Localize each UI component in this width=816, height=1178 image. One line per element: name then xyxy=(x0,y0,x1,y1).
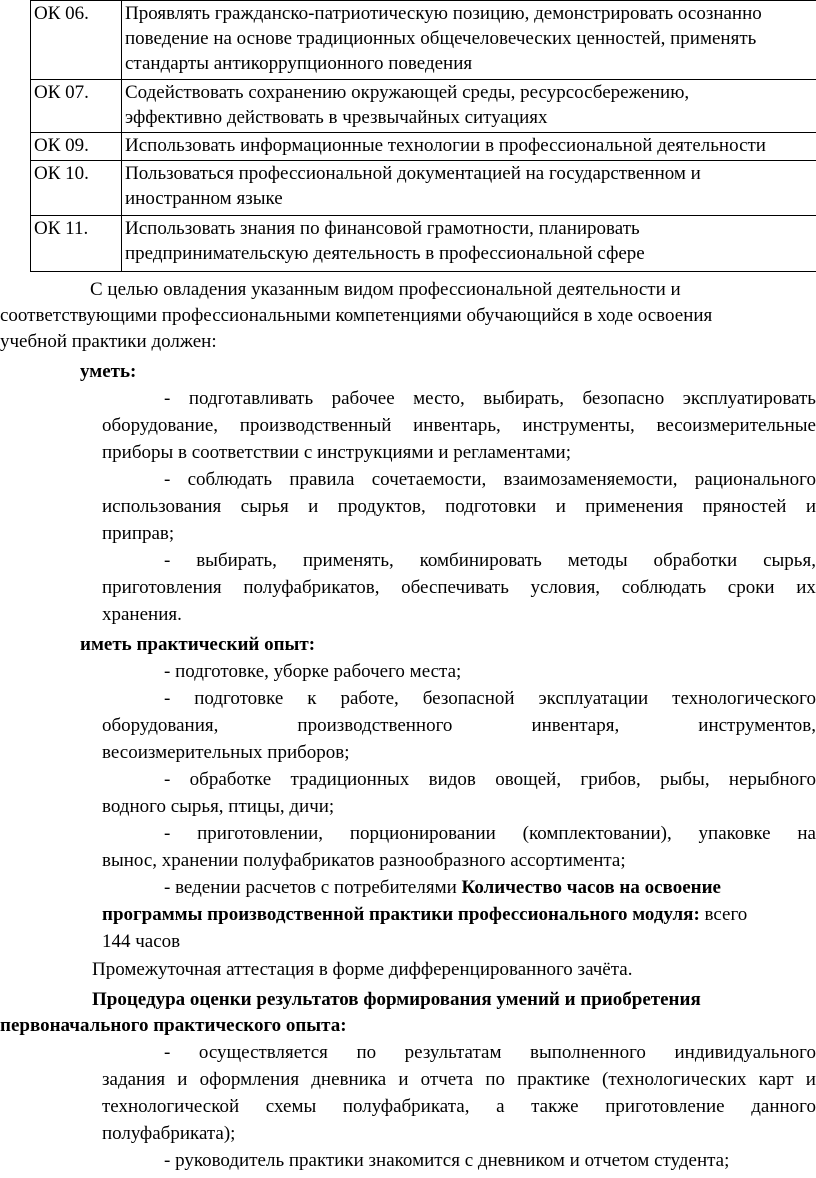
text-line: оборудования, производственного инвентаря, инструментов, xyxy=(102,715,816,736)
text-line: Проявлять гражданско-патриотическую позицию, демонстрировать осознанно xyxy=(125,3,762,24)
table-row xyxy=(31,80,816,133)
procedure-heading xyxy=(0,987,816,1039)
competency-text xyxy=(122,161,816,216)
text-line: технологической схемы полуфабриката, а также приготовление данного xyxy=(102,1096,816,1117)
list-item xyxy=(0,547,816,628)
text-line: - приготовлении, порционировании (комплектовании), упаковке на xyxy=(164,823,816,844)
text-line: поведение на основе традиционных общечеловеческих ценностей, применять xyxy=(125,28,757,49)
bold-text: Количество часов на освоение xyxy=(461,877,721,898)
skills-heading: уметь: xyxy=(80,361,137,382)
text-line: Использовать знания по финансовой грамотности, планировать xyxy=(125,218,640,239)
text-line: водного сырья, птицы, дичи; xyxy=(102,796,335,817)
competency-code: ОК 10. xyxy=(31,161,122,216)
text-line: иностранном языке xyxy=(125,188,283,209)
text-line: первоначального практического опыта: xyxy=(0,1015,347,1036)
table-row xyxy=(31,161,816,216)
table-row xyxy=(31,216,816,272)
list-item xyxy=(0,1147,816,1174)
text-line xyxy=(102,874,816,901)
competency-code: ОК 07. xyxy=(31,80,122,133)
competency-code: ОК 11. xyxy=(31,216,122,272)
competency-text xyxy=(122,133,816,161)
text-line: весоизмерительных приборов; xyxy=(102,742,350,763)
list-item xyxy=(0,685,816,766)
text-line: Использовать информационные технологии в профессиональной деятельности xyxy=(125,135,766,156)
list-item xyxy=(0,820,816,874)
text-line: приборы в соответствии с инструкциями и регламентами; xyxy=(102,442,571,463)
list-item xyxy=(0,385,816,466)
competency-code: ОК 06. xyxy=(31,1,122,80)
table-row xyxy=(31,1,816,80)
list-item xyxy=(0,766,816,820)
attestation-line: Промежуточная аттестация в форме дифференцированного зачёта. xyxy=(92,959,633,980)
document-body xyxy=(0,277,816,1174)
text-line: С целью овладения указанным видом профессиональной деятельности и xyxy=(90,279,681,300)
list-item xyxy=(0,658,816,685)
text-line: задания и оформления дневника и отчета по практике (технологических карт и xyxy=(102,1069,816,1090)
text-line: хранения. xyxy=(102,604,182,625)
text-line: использования сырья и продуктов, подготовки и применения пряностей и xyxy=(102,496,816,517)
competency-text xyxy=(122,216,816,272)
text-line xyxy=(102,901,816,928)
text-line: полуфабриката); xyxy=(102,1123,236,1144)
text-line: оборудование, производственный инвентарь, инструменты, весоизмерительные xyxy=(102,415,816,436)
intro-paragraph xyxy=(0,277,816,355)
text-line: соответствующими профессиональными компетенциями обучающийся в ходе освоения xyxy=(0,305,713,326)
text-line: стандарты антикоррупционного поведения xyxy=(125,53,473,74)
list-item xyxy=(0,466,816,547)
text-line: - подготовке к работе, безопасной эксплуатации технологического xyxy=(164,688,816,709)
text-line: Содействовать сохранению окружающей среды, ресурсосбережению, xyxy=(125,82,690,103)
text-line: эффективно действовать в чрезвычайных ситуациях xyxy=(125,107,548,128)
text-line: - осуществляется по результатам выполненного индивидуального xyxy=(164,1042,816,1063)
text-line: учебной практики должен: xyxy=(0,331,217,352)
table-row xyxy=(31,133,816,161)
list-item xyxy=(0,1039,816,1147)
text-line: - соблюдать правила сочетаемости, взаимозаменяемости, рационального xyxy=(164,469,816,490)
text-line: - выбирать, применять, комбинировать методы обработки сырья, xyxy=(164,550,816,571)
experience-heading: иметь практический опыт: xyxy=(80,634,316,655)
text-line: предпринимательскую деятельность в профессиональной сфере xyxy=(125,243,645,264)
text-line: Процедура оценки результатов формирования умений и приобретения xyxy=(92,989,701,1010)
plain-text: всего xyxy=(699,904,748,925)
bold-text: программы производственной практики профессионального модуля: xyxy=(102,904,700,925)
text-line: 144 часов xyxy=(102,931,181,952)
competency-text xyxy=(122,80,816,133)
text-line: приправ; xyxy=(102,523,175,544)
text-line: приготовления полуфабрикатов, обеспечивать условия, соблюдать сроки их xyxy=(102,577,816,598)
text-line: - подготовке, уборке рабочего места; xyxy=(164,661,462,682)
text-line: - подготавливать рабочее место, выбирать, безопасно эксплуатировать xyxy=(164,388,816,409)
list-item xyxy=(0,874,816,955)
competencies-table xyxy=(30,0,816,272)
competency-code: ОК 09. xyxy=(31,133,122,161)
text-line: - обработке традиционных видов овощей, грибов, рыбы, нерыбного xyxy=(164,769,816,790)
competency-text xyxy=(122,1,816,80)
text-line: - руководитель практики знакомится с дневником и отчетом студента; xyxy=(164,1150,730,1171)
plain-text: - ведении расчетов с потребителями xyxy=(164,877,462,898)
text-line: Пользоваться профессиональной документацией на государственном и xyxy=(125,163,701,184)
text-line: вынос, хранении полуфабрикатов разнообразного ассортимента; xyxy=(102,850,626,871)
